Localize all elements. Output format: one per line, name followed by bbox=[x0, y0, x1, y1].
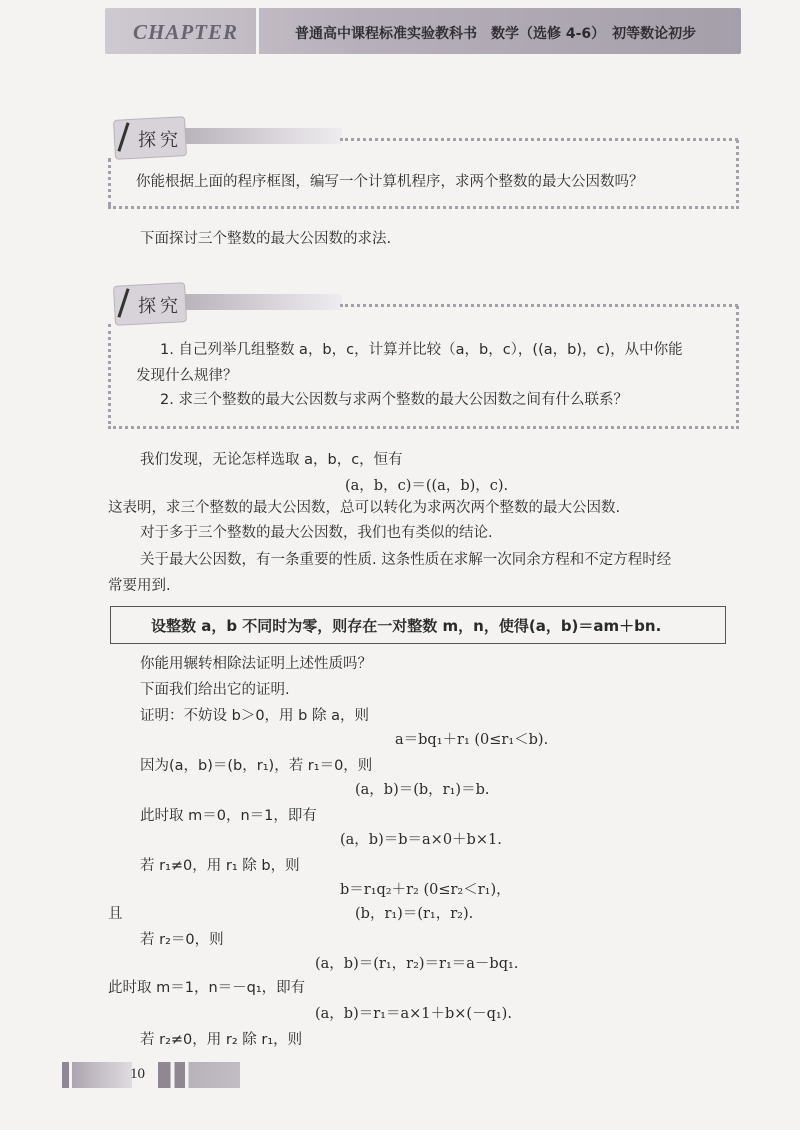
footer-bar-right bbox=[158, 1062, 240, 1088]
proof-step: 证明：不妨设 b＞0，用 b 除 a，则 bbox=[140, 708, 369, 724]
equation: (a，b)＝(r₁，r₂)＝r₁＝a－bq₁. bbox=[315, 956, 519, 972]
explore-box-2 bbox=[108, 284, 740, 434]
equation: a＝bq₁＋r₁ (0≤r₁＜b). bbox=[395, 732, 549, 748]
proof-step: 此时取 m＝1，n＝－q₁，即有 bbox=[108, 980, 306, 996]
explore-tag-label: 探究 bbox=[138, 296, 182, 317]
equation: (a，b)＝r₁＝a×1＋b×(－q₁). bbox=[315, 1006, 512, 1022]
paragraph: 你能用辗转相除法证明上述性质吗？ bbox=[140, 656, 372, 672]
paragraph: 对于多于三个整数的最大公因数，我们也有类似的结论. bbox=[140, 525, 493, 541]
proof-step: 若 r₂＝0，则 bbox=[140, 932, 224, 948]
paragraph: 下面探讨三个整数的最大公因数的求法. bbox=[140, 231, 392, 247]
explore-item-2: 2. 求三个整数的最大公因数与求两个整数的最大公因数之间有什么联系？ bbox=[160, 392, 628, 408]
paragraph: 下面我们给出它的证明. bbox=[140, 682, 290, 698]
proof-step: 且 bbox=[108, 906, 123, 922]
equation: (a，b)＝b＝a×0＋b×1. bbox=[340, 832, 502, 848]
paragraph: 关于最大公因数，有一条重要的性质. 这条性质在求解一次同余方程和不定方程时经 bbox=[140, 552, 672, 568]
proof-step: 此时取 m＝0，n＝1，即有 bbox=[140, 808, 317, 824]
equation: (a，b)＝(b，r₁)＝b. bbox=[355, 782, 490, 798]
proof-step: 因为(a，b)＝(b，r₁)，若 r₁＝0，则 bbox=[140, 758, 373, 774]
theorem-box bbox=[110, 606, 726, 644]
page-number: 10 bbox=[130, 1066, 145, 1082]
theorem-text: 设整数 a，b 不同时为零，则存在一对整数 m，n，使得(a，b)＝am＋bn. bbox=[151, 617, 662, 635]
equation: (a，b，c)＝((a，b)，c). bbox=[345, 478, 509, 494]
paragraph: 我们发现，无论怎样选取 a，b，c，恒有 bbox=[140, 452, 403, 468]
proof-step: 若 r₂≠0，用 r₂ 除 r₁，则 bbox=[140, 1032, 303, 1048]
equation: b＝r₁q₂＋r₂ (0≤r₂＜r₁)， bbox=[340, 882, 511, 898]
proof-step: 若 r₁≠0，用 r₁ 除 b，则 bbox=[140, 858, 300, 874]
book-title: 普通高中课程标准实验教科书 数学（选修 4-6） 初等数论初步 bbox=[295, 26, 697, 42]
explore-tag-label: 探究 bbox=[138, 130, 182, 151]
header-divider bbox=[256, 8, 259, 54]
chapter-label: CHAPTER bbox=[133, 20, 239, 44]
explore-item-1: 1. 自己列举几组整数 a，b，c，计算并比较（a，b，c），((a，b)，c)，从中你能 bbox=[160, 342, 683, 358]
paragraph: 这表明，求三个整数的最大公因数，总可以转化为求两次两个整数的最大公因数. bbox=[108, 500, 621, 516]
explore-box-1 bbox=[108, 118, 740, 213]
explore-item-1-cont: 发现什么规律？ bbox=[136, 368, 238, 384]
page-header bbox=[105, 8, 741, 54]
equation: (b，r₁)＝(r₁，r₂). bbox=[355, 906, 474, 922]
paragraph: 常要用到. bbox=[108, 578, 171, 594]
footer-bar-left bbox=[62, 1062, 132, 1088]
explore-text: 你能根据上面的程序框图，编写一个计算机程序，求两个整数的最大公因数吗？ bbox=[136, 174, 644, 190]
